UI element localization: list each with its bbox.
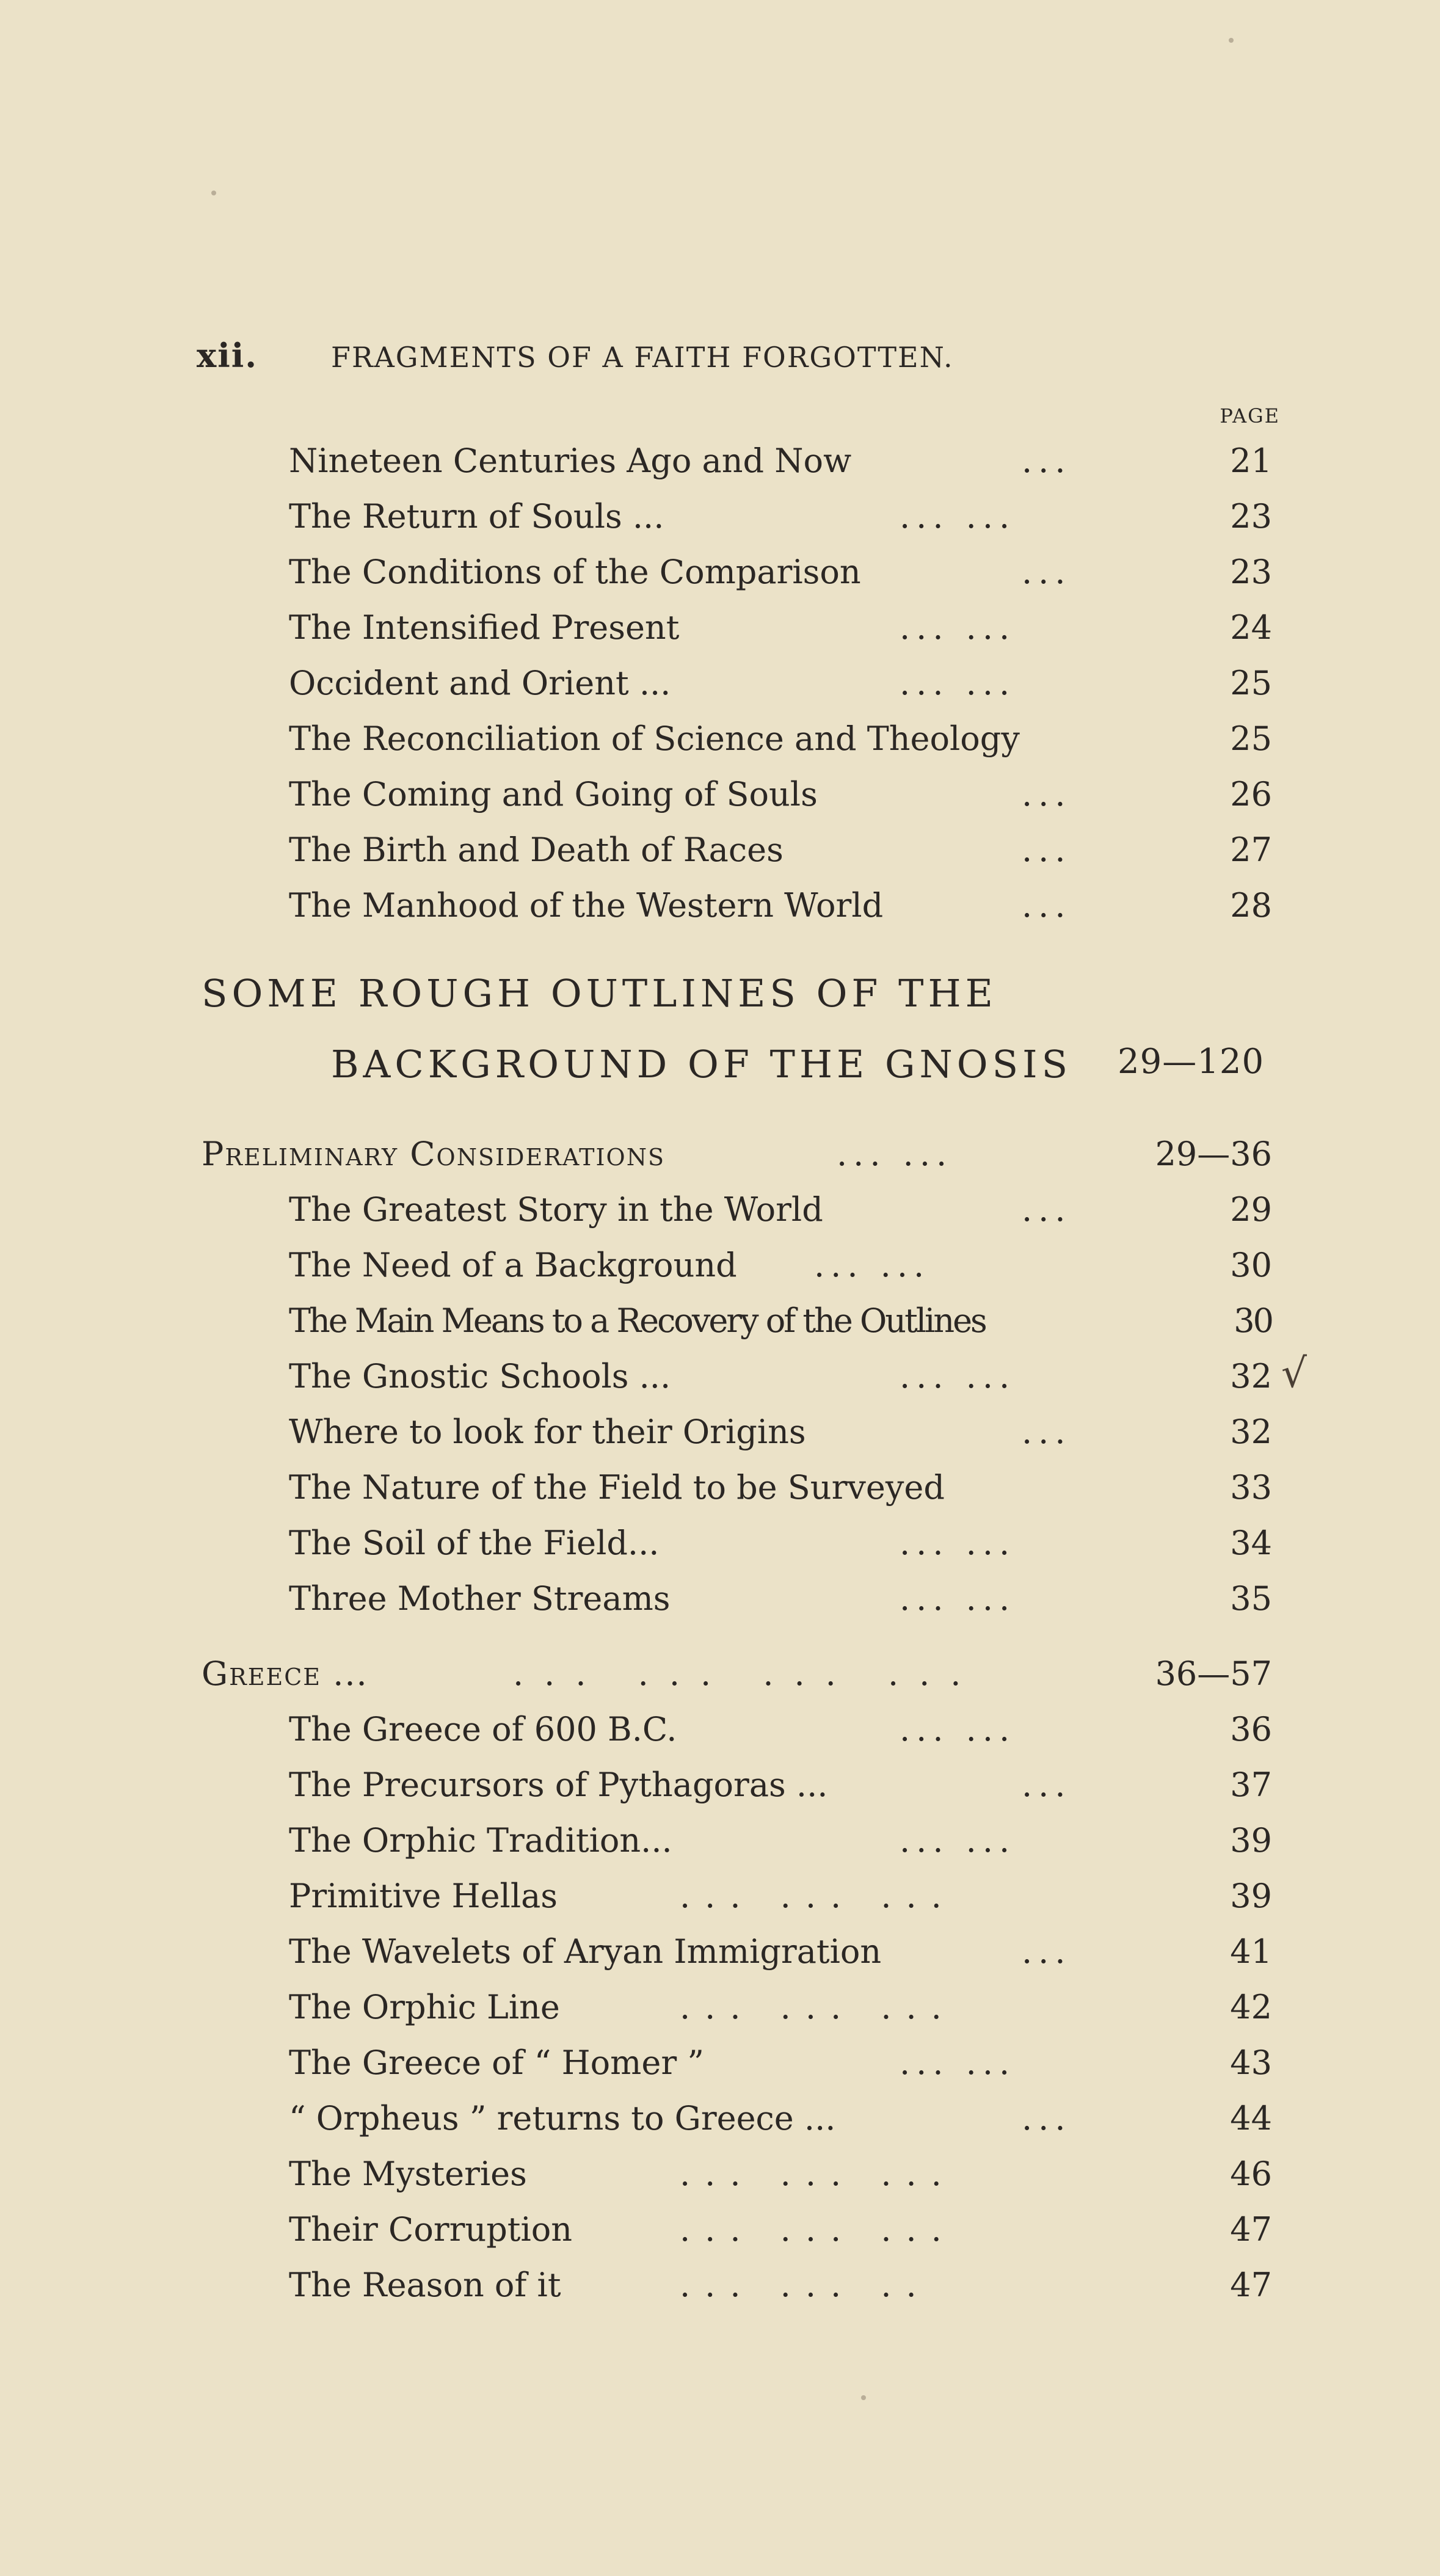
toc-entry: Primitive Hellas ... ... ... 39 bbox=[289, 1877, 1272, 1915]
toc-entry: The Gnostic Schools ... ... ... 32 bbox=[289, 1357, 1272, 1395]
paper-speck bbox=[211, 191, 216, 195]
toc-entry: The Greece of “ Homer ” ... ... 43 bbox=[289, 2043, 1272, 2082]
toc-entry: Their Corruption ... ... ... 47 bbox=[289, 2210, 1272, 2249]
toc-entry: The Manhood of the Western World ... 28 bbox=[289, 886, 1272, 925]
toc-entry: The Intensified Present ... ... 24 bbox=[289, 608, 1272, 647]
toc-entry: The Greece of 600 B.C. ... ... 36 bbox=[289, 1710, 1272, 1748]
toc-entry: The Orphic Line ... ... ... 42 bbox=[289, 1988, 1272, 2026]
toc-entry: The Main Means to a Recovery of the Outlines 30 bbox=[289, 1301, 1272, 1340]
toc-entry: The Need of a Background ... ... 30 bbox=[289, 1246, 1272, 1284]
toc-entry: Where to look for their Origins ... 32 bbox=[289, 1413, 1272, 1451]
toc-entry: The Greatest Story in the World ... 29 bbox=[289, 1190, 1272, 1229]
toc-entry: The Reconciliation of Science and Theology 25 bbox=[289, 719, 1272, 758]
toc-entry: The Coming and Going of Souls ... 26 bbox=[289, 775, 1272, 813]
toc-entry: Occident and Orient ... ... ... 25 bbox=[289, 664, 1272, 702]
running-header bbox=[197, 336, 954, 375]
page-column-label: PAGE bbox=[1220, 404, 1280, 428]
toc-entry: The Nature of the Field to be Surveyed 33 bbox=[289, 1468, 1272, 1507]
section-heading-preliminary: Preliminary Considerations ... ... 29—36 bbox=[202, 1135, 1272, 1173]
margin-check-mark: √ bbox=[1281, 1350, 1307, 1397]
toc-entry: The Return of Souls ... ... ... 23 bbox=[289, 497, 1272, 536]
toc-entry: The Mysteries ... ... ... 46 bbox=[289, 2155, 1272, 2193]
paper-speck bbox=[1229, 38, 1234, 43]
part-heading-line1: SOME ROUGH OUTLINES OF THE bbox=[202, 971, 997, 1016]
toc-entry: The Soil of the Field... ... ... 34 bbox=[289, 1524, 1272, 1562]
book-title: FRAGMENTS OF A FAITH FORGOTTEN. bbox=[331, 341, 954, 374]
toc-entry: The Wavelets of Aryan Immigration ... 41 bbox=[289, 1932, 1272, 1971]
toc-entry: Three Mother Streams ... ... 35 bbox=[289, 1579, 1272, 1618]
toc-entry: The Conditions of the Comparison ... 23 bbox=[289, 553, 1272, 591]
part-heading-line2: BACKGROUND OF THE GNOSIS bbox=[331, 1042, 1072, 1086]
paper-speck bbox=[861, 2395, 866, 2400]
toc-entry: “ Orpheus ” returns to Greece ... ... 44 bbox=[289, 2099, 1272, 2138]
toc-entry: The Birth and Death of Races ... 27 bbox=[289, 831, 1272, 869]
page-number: xii. bbox=[197, 336, 258, 375]
part-heading-pages: 29—120 bbox=[1118, 1042, 1265, 1082]
toc-entry: Nineteen Centuries Ago and Now ... 21 bbox=[289, 442, 1272, 480]
toc-entry: The Orphic Tradition... ... ... 39 bbox=[289, 1821, 1272, 1860]
section-heading-greece: Greece ... ... ... ... ... 36—57 bbox=[202, 1654, 1272, 1693]
toc-entry: The Precursors of Pythagoras ... ... 37 bbox=[289, 1766, 1272, 1804]
toc-entry: The Reason of it ... ... .. 47 bbox=[289, 2266, 1272, 2304]
